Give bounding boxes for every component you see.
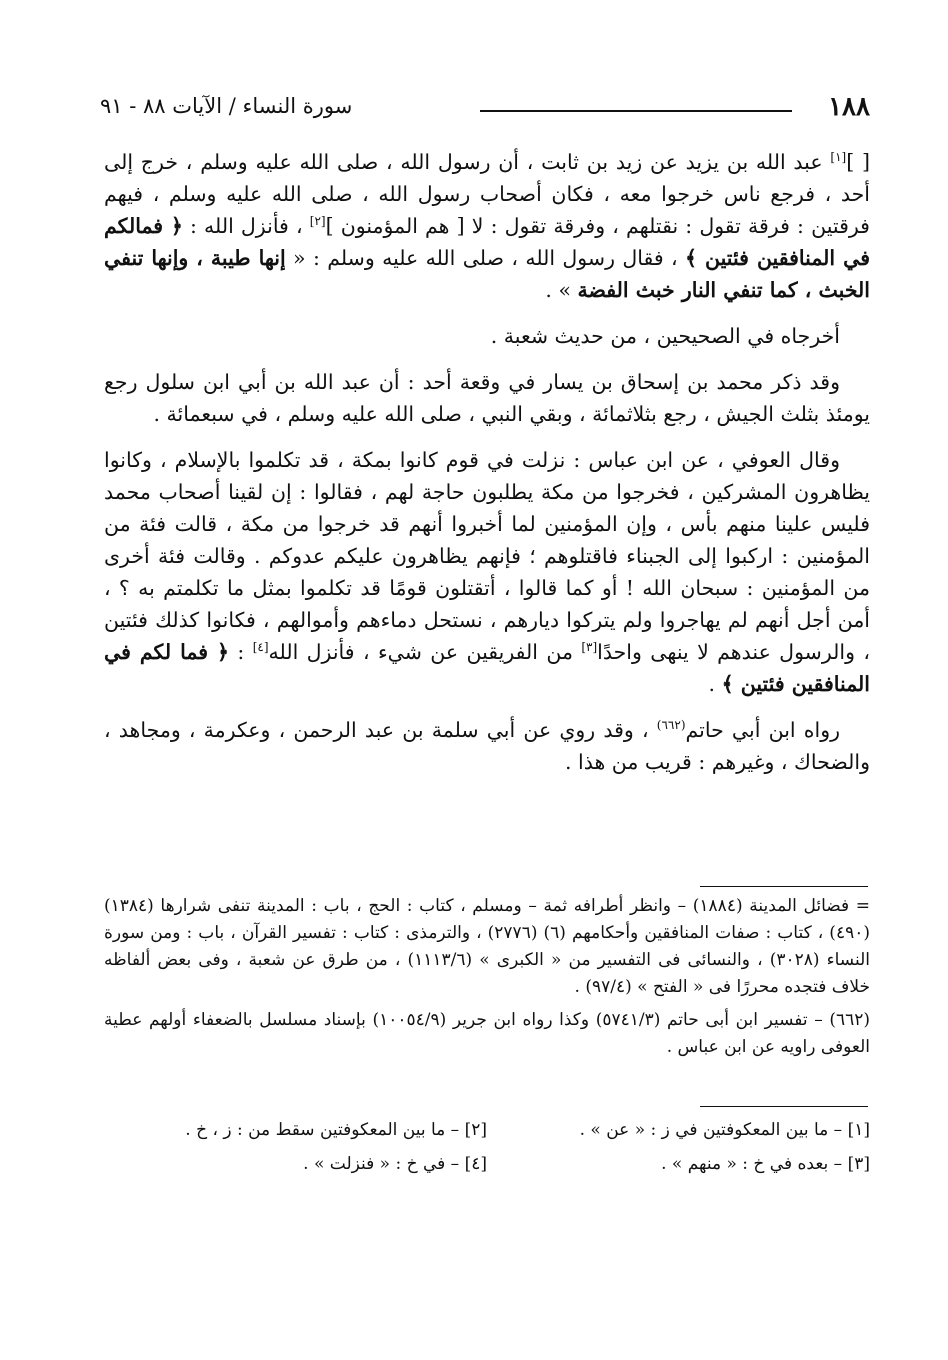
page-header — [100, 92, 870, 132]
editor-note: [٣] – بعده في خ : « منهم » . — [661, 1154, 870, 1174]
paragraph — [104, 714, 870, 778]
footnote: = فضائل المدينة (١٨٨٤) – وانظر أطرافه ثمة – ومسلم ، كتاب : الحج ، باب : المدينة تنفى شرارها (١٣٨٤) (٤٩٠) ، كتاب : صفات المنافقين وأحكامهم (٦) (٢٧٧٦) ، والترمذى : كتاب : تفسير القرآن ، باب : ومن سورة النساء (٣٠٢٨) ، والنسائى فى التفسير من « الكبرى » (١١١٣/٦) ، من طرق عن شعبة ، وفى بعض ألفاظه خلاف فتجده محررًا فى « الفتح » (٩٧/٤) . — [104, 896, 871, 997]
editor-notes-row — [104, 1120, 870, 1154]
text-run: [ ] — [846, 150, 870, 174]
editor-notes-row — [104, 1154, 870, 1188]
text-run: عبد الله بن يزيد عن زيد بن ثابت ، أن رسول الله ، صلى الله عليه وسلم ، خرج إلى أحد ، فرجع ناس خرجوا معه ، فكان أصحاب رسول الله ، صلى الله عليه وسلم ، فيهم فرقتين : فرقة تقول : نقتلهم ، وفرقة تقول : لا [ هم المؤمنون ] — [104, 150, 870, 238]
footnote-marker: [٤] — [252, 640, 269, 655]
emphasized-text: ﴿ فمالكم في المنافقين فئتين ﴾ — [104, 214, 870, 270]
text-run: ، فأنزل الله : — [182, 214, 310, 238]
page-number: ١٨٨ — [828, 92, 870, 122]
text-run: ، وقد روي عن أبي سلمة بن عبد الرحمن ، وعكرمة ، ومجاهد ، والضحاك ، وغيرهم : قريب من هذا . — [104, 718, 870, 774]
editor-note: [٢] – ما بين المعكوفتين سقط من : ز ، خ . — [185, 1120, 487, 1140]
running-title: سورة النساء / الآيات ٨٨ - ٩١ — [100, 94, 353, 118]
editor-notes-separator — [700, 1106, 868, 1107]
text-run: ، فقال رسول الله ، صلى الله عليه وسلم : « — [285, 246, 685, 270]
footnote-separator — [700, 886, 868, 887]
emphasized-text: ﴿ فما لكم في المنافقين فئتين ﴾ — [104, 640, 870, 696]
editor-note: [١] – ما بين المعكوفتين في ز : « عن » . — [579, 1120, 870, 1140]
text-run: وقد ذكر محمد بن إسحاق بن يسار في وقعة أحد : أن عبد الله بن أبي ابن سلول رجع يومئذ بثلث الجيش ، رجع بثلاثمائة ، وبقي النبي ، صلى الله عليه وسلم ، في سبعمائة . — [104, 370, 870, 426]
paragraph — [104, 366, 870, 430]
text-run: رواه ابن أبي حاتم — [685, 718, 840, 742]
editor-notes — [104, 1120, 870, 1188]
emphasized-text: إنها طيبة ، وإنها تنفي الخبث ، كما تنفي النار خبث الفضة — [104, 246, 870, 302]
footnote-marker: [٢] — [309, 214, 326, 229]
header-rule — [480, 110, 792, 112]
text-run: وقال العوفي ، عن ابن عباس : نزلت في قوم كانوا بمكة ، قد تكلموا بالإسلام ، وكانوا يظاهرون المشركين ، فخرجوا من مكة يطلبون حاجة لهم ، فقالوا : إن لقينا أصحاب محمد فليس علينا منهم بأس ، وإن المؤمنين لما أخبروا أنهم قد خرجوا من مكة ، قالت فئة من المؤمنين : اركبوا إلى الجبناء فاقتلوهم ؛ فإنهم يظاهرون عليكم عدوكم . وقالت فئة أخرى من المؤمنين : سبحان الله ! أو كما قالوا ، أتقتلون قومًا قد تكلموا بمثل ما تكلمتم به ؟ ، أمن أجل أنهم لم يهاجروا ولم يتركوا ديارهم ، نستحل دماءهم وأموالهم ، فكانوا كذلك فئتين ، والرسول عندهم لا ينهى واحدًا — [104, 448, 871, 664]
editor-note: [٤] – في خ : « فنزلت » . — [303, 1154, 487, 1174]
main-text — [104, 146, 870, 792]
text-run: » . — [545, 278, 578, 302]
text-run: أخرجاه في الصحيحين ، من حديث شعبة . — [490, 324, 840, 348]
footnote-marker: [١] — [830, 150, 847, 165]
paragraph — [104, 444, 870, 700]
text-run: . — [708, 672, 722, 696]
footnote-marker: (٦٦٢) — [656, 718, 686, 733]
footnote: (٦٦٢) – تفسير ابن أبى حاتم (٥٧٤١/٣) وكذا رواه ابن جرير (١٠٠٥٤/٩) بإسناد مسلسل بالضعفاء أولهم عطية العوفى راويه عن ابن عباس . — [104, 1010, 870, 1057]
text-run: من الفريقين عن شيء ، فأنزل الله — [268, 640, 582, 664]
footnote-marker: [٣] — [581, 640, 598, 655]
paragraph — [104, 146, 870, 306]
footnotes — [104, 893, 870, 1067]
paragraph — [104, 320, 870, 352]
text-run: : — [229, 640, 253, 664]
